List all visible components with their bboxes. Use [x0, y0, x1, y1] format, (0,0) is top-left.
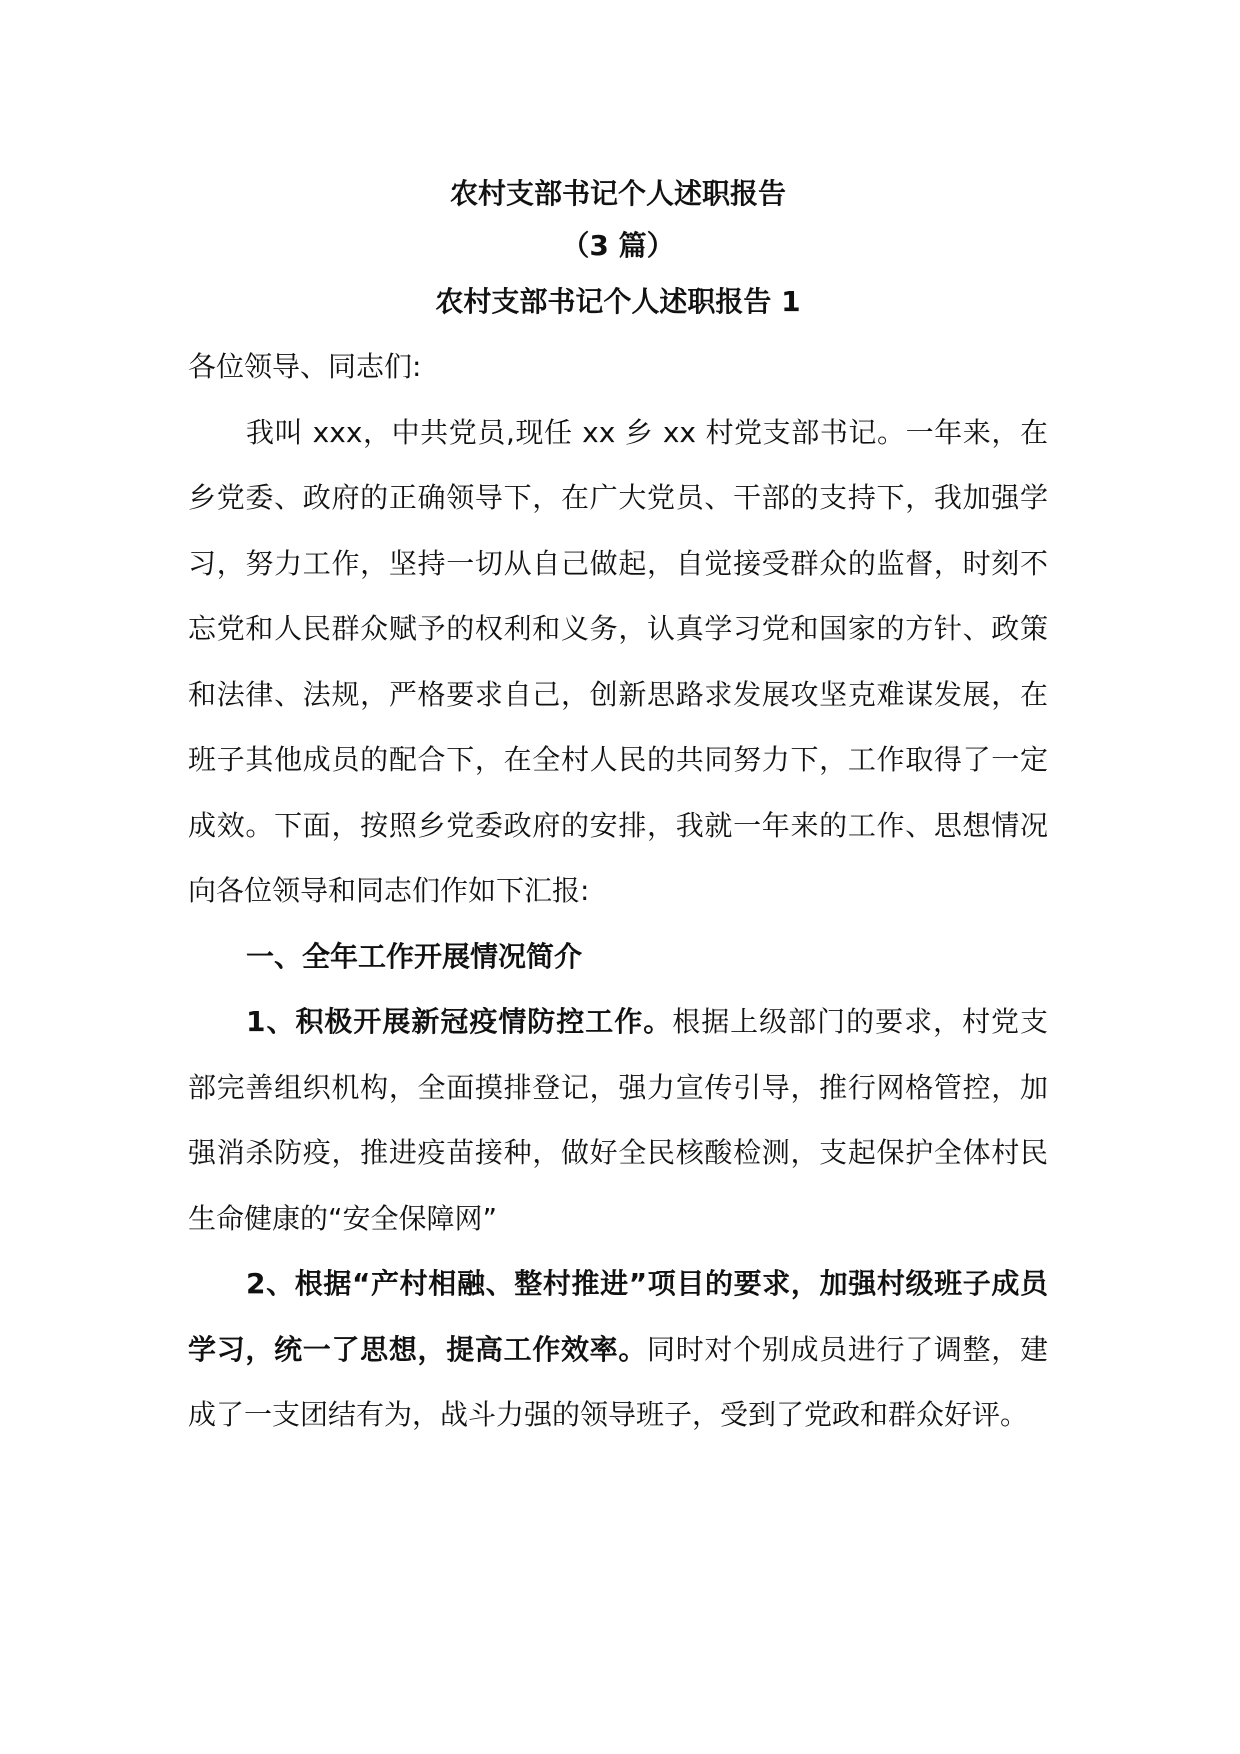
section-heading	[188, 924, 1048, 990]
item-2-paragraph	[188, 1251, 1048, 1448]
item-2-body: 同时对个别成员进行了调整，建成了一支团结有为，战斗力强的领导班子，受到了党政和群众好评。	[188, 1332, 1048, 1431]
document-subtitle: （3 篇）	[561, 229, 675, 262]
item-2-heading: 2、根据“产村相融、整村推进”项目的要求，加强村级班子成员学习，统一了思想，提高工作效率。	[188, 1267, 1048, 1366]
salutation: 各位领导、同志们:	[188, 350, 422, 383]
item-1-heading: 1、积极开展新冠疫情防控工作。	[246, 1005, 673, 1038]
report-title: 农村支部书记个人述职报告 1	[435, 285, 801, 318]
document-title: 农村支部书记个人述职报告	[449, 177, 786, 210]
item-1-body: 根据上级部门的要求，村党支部完善组织机构，全面摸排登记，强力宣传引导，推行网格管控，加强消杀防疫，推进疫苗接种，做好全民核酸检测，支起保护全体村民生命健康的“安全保障网”	[188, 1005, 1048, 1235]
intro-paragraph: 我叫 xxx，中共党员,现任 xx 乡 xx 村党支部书记。一年来，在乡党委、政府的正确领导下，在广大党员、干部的支持下，我加强学习，努力工作，坚持一切从自己做起，自觉接受群众的监督，时刻不忘党和人民群众赋予的权利和义务，认真学习党和国家的方针、政策和法律、法规，严格要求自己，创新思路求发展攻坚克难谋发展，在班子其他成员的配合下，在全村人民的共同努力下，工作取得了一定成效。下面，按照乡党委政府的安排，我就一年来的工作、思想情况向各位领导和同志们作如下汇报:	[188, 415, 1048, 907]
document-content	[188, 168, 1048, 1448]
item-1-paragraph	[188, 989, 1048, 1251]
section-heading-text: 一、全年工作开展情况简介	[246, 939, 583, 973]
